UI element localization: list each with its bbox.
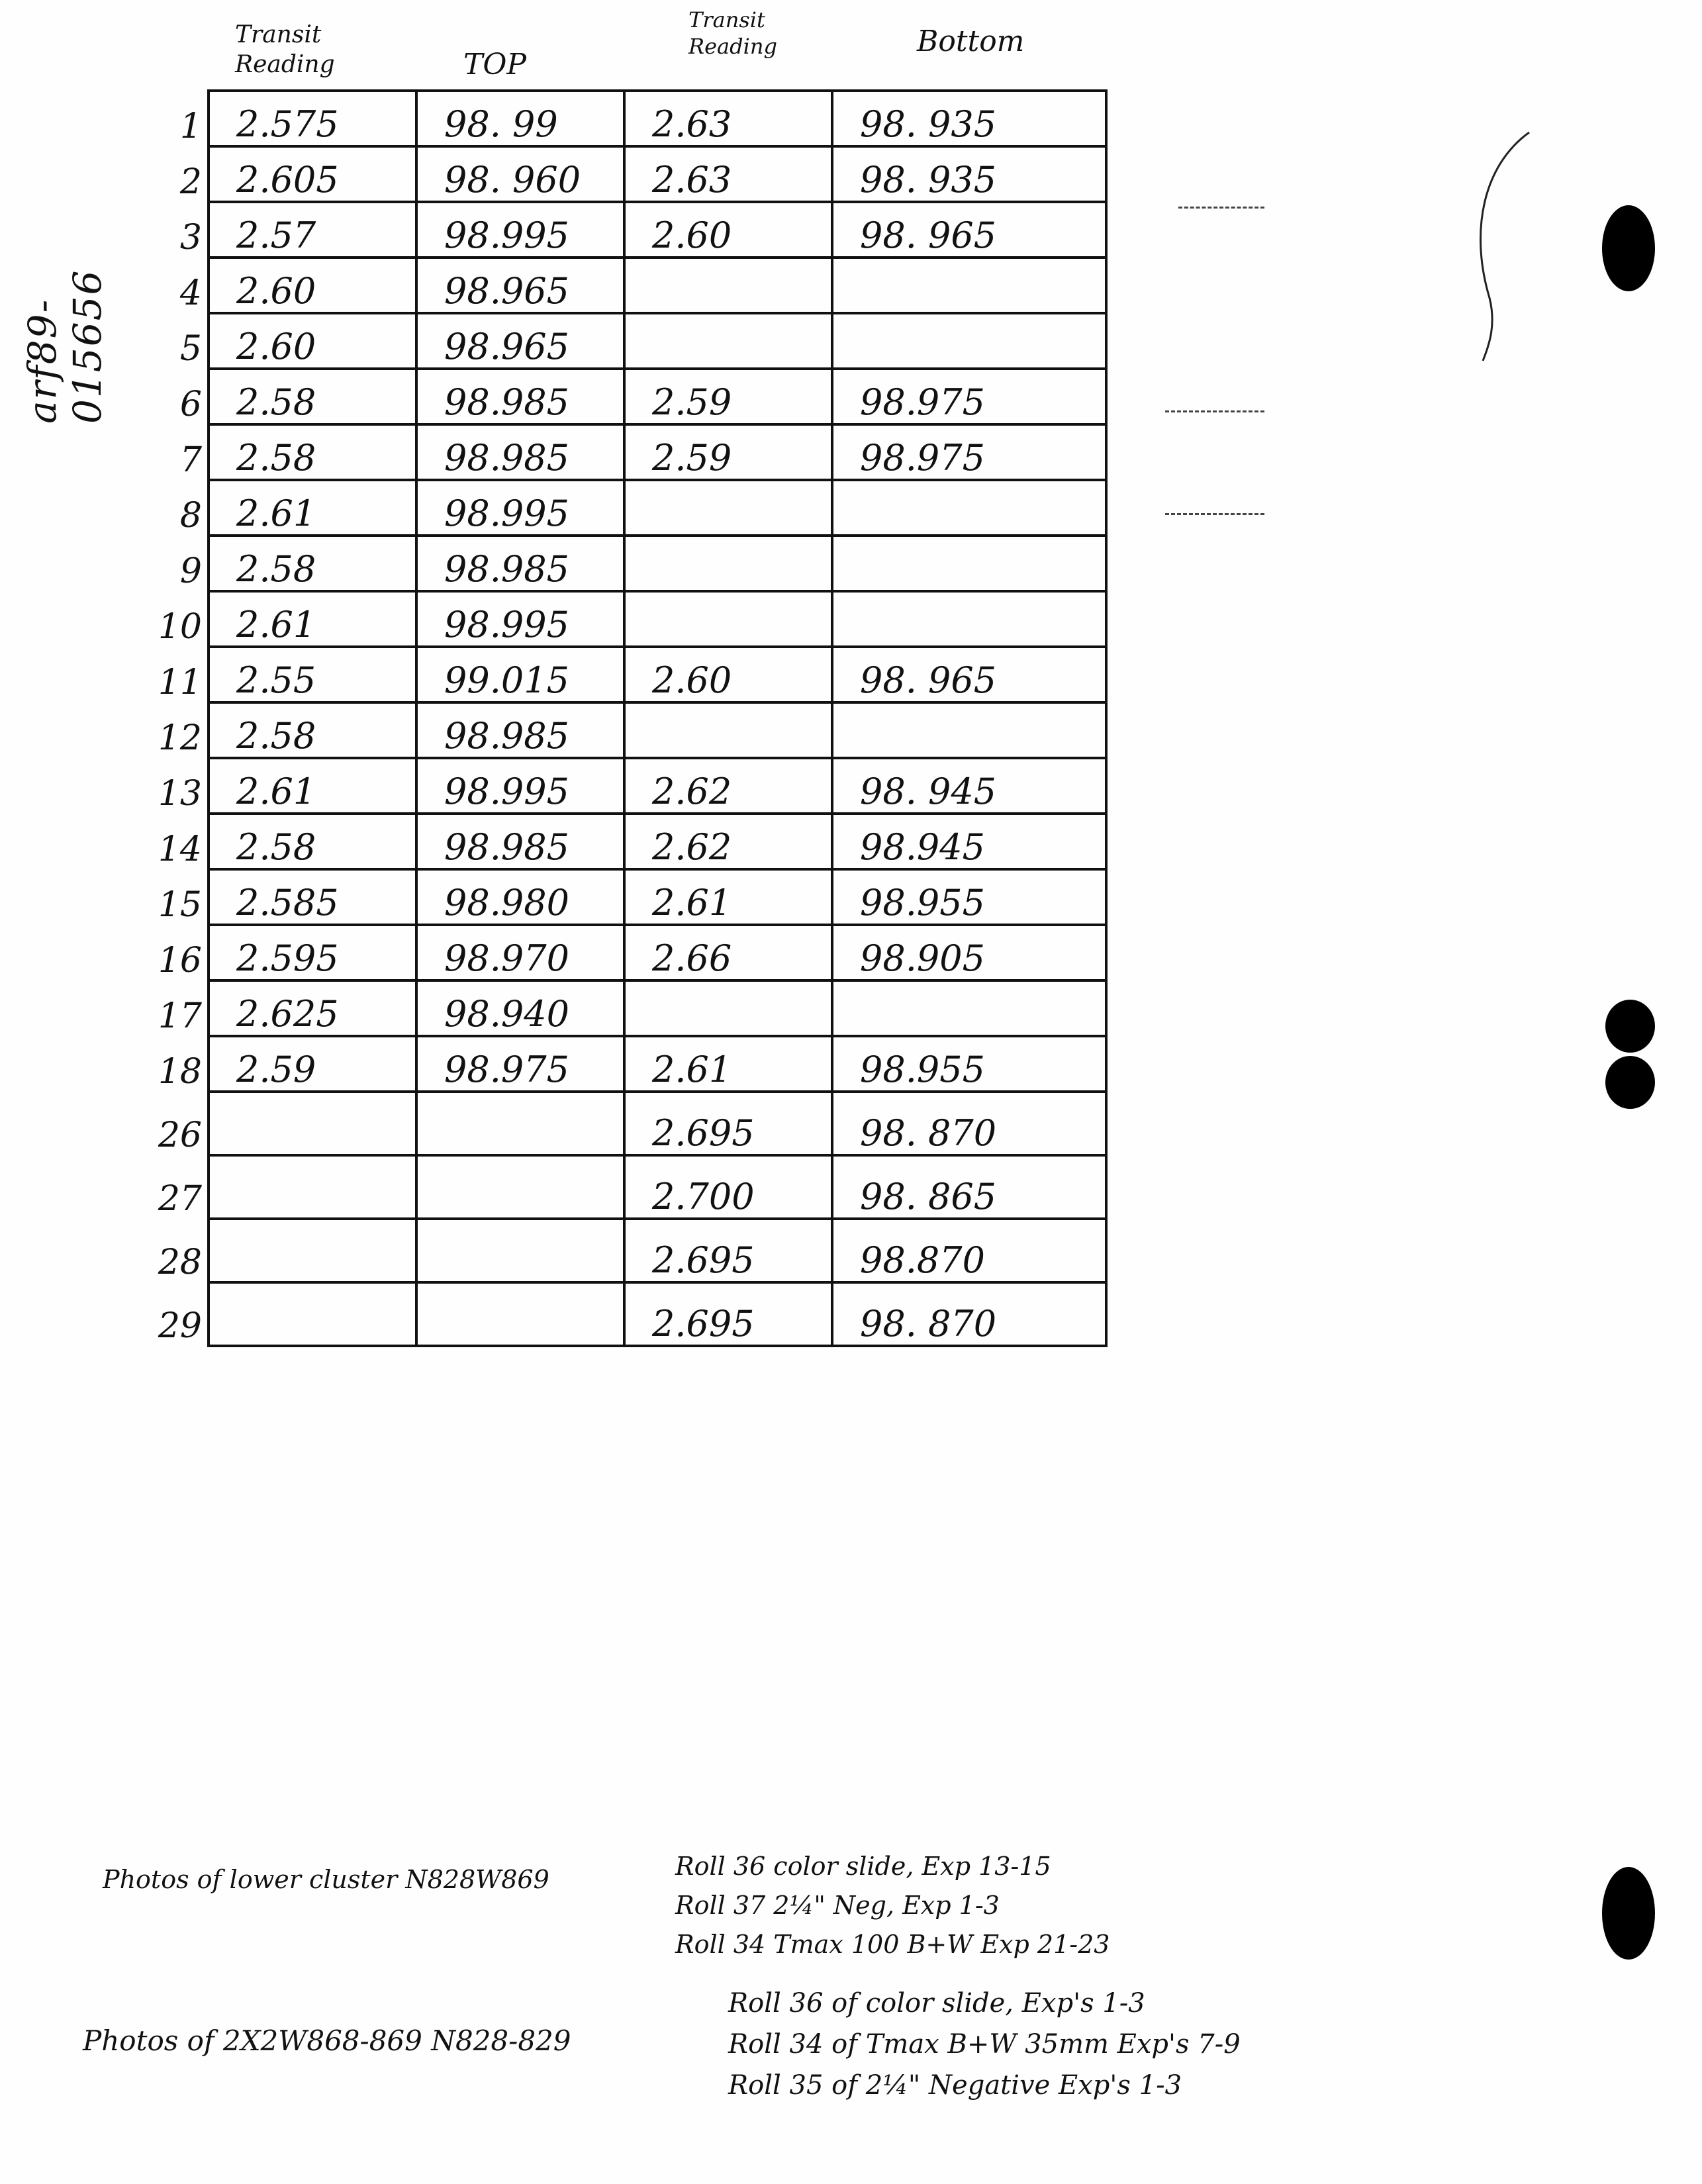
top-value-cell: 98.965 xyxy=(416,258,624,313)
transit-reading-top-cell: 2.60 xyxy=(209,258,416,313)
table-row xyxy=(149,758,1106,814)
bottom-value-cell: 98.870 xyxy=(832,1219,1106,1282)
transit-reading-bottom-cell xyxy=(624,536,832,591)
transit-reading-bottom-cell: 2.63 xyxy=(624,146,832,202)
lower-cluster-label: Photos of lower cluster N828W869 xyxy=(103,1865,549,1894)
bottom-value-cell: 98. 870 xyxy=(832,1282,1106,1346)
transit-reading-bottom-cell xyxy=(624,702,832,758)
margin-dash xyxy=(1165,410,1264,412)
transit-reading-top-cell: 2.58 xyxy=(209,536,416,591)
top-value-cell xyxy=(416,1092,624,1155)
transit-reading-top-cell xyxy=(209,1282,416,1346)
top-value-cell: 98.995 xyxy=(416,758,624,814)
row-number: 28 xyxy=(149,1219,209,1282)
top-value-cell: 98.995 xyxy=(416,202,624,258)
transit-reading-bottom-cell: 2.59 xyxy=(624,424,832,480)
transit-reading-bottom-cell: 2.61 xyxy=(624,1036,832,1092)
margin-dash xyxy=(1165,513,1264,515)
transit-reading-top-cell: 2.585 xyxy=(209,869,416,925)
transit-reading-bottom-cell: 2.61 xyxy=(624,869,832,925)
grid-photos-rolls xyxy=(728,1983,1241,2106)
transit-reading-bottom-cell xyxy=(624,980,832,1036)
transit-reading-top-cell: 2.58 xyxy=(209,814,416,869)
transit-reading-top-cell: 2.59 xyxy=(209,1036,416,1092)
top-value-cell: 98.985 xyxy=(416,814,624,869)
row-number: 7 xyxy=(149,424,209,480)
row-number: 1 xyxy=(149,91,209,146)
binder-hole xyxy=(1605,1000,1655,1053)
bottom-value-cell xyxy=(832,980,1106,1036)
lower-cluster-rolls xyxy=(675,1847,1110,1964)
row-number: 17 xyxy=(149,980,209,1036)
row-number: 5 xyxy=(149,313,209,369)
top-value-cell xyxy=(416,1155,624,1219)
transit-reading-top-cell: 2.595 xyxy=(209,925,416,980)
header-top: TOP xyxy=(463,48,527,81)
binder-hole xyxy=(1602,1867,1655,1960)
top-value-cell xyxy=(416,1219,624,1282)
table-row xyxy=(149,1036,1106,1092)
row-number: 14 xyxy=(149,814,209,869)
transit-reading-bottom-cell: 2.695 xyxy=(624,1092,832,1155)
bottom-value-cell: 98.905 xyxy=(832,925,1106,980)
bottom-value-cell xyxy=(832,313,1106,369)
row-number: 4 xyxy=(149,258,209,313)
row-number: 2 xyxy=(149,146,209,202)
transit-reading-top-cell: 2.61 xyxy=(209,758,416,814)
bottom-value-cell: 98.945 xyxy=(832,814,1106,869)
roll-line: Roll 37 2¼" Neg, Exp 1-3 xyxy=(675,1890,1000,1920)
table-row xyxy=(149,869,1106,925)
row-number: 13 xyxy=(149,758,209,814)
header-transit-reading-1: Transit Reading xyxy=(235,21,335,78)
transit-reading-bottom-cell: 2.63 xyxy=(624,91,832,146)
transit-reading-bottom-cell: 2.695 xyxy=(624,1219,832,1282)
row-number: 6 xyxy=(149,369,209,424)
table-row xyxy=(149,424,1106,480)
roll-line: Roll 35 of 2¼" Negative Exp's 1-3 xyxy=(728,2070,1182,2101)
table-row xyxy=(149,1155,1106,1219)
table-row xyxy=(149,647,1106,702)
transit-reading-top-cell: 2.605 xyxy=(209,146,416,202)
table-row xyxy=(149,536,1106,591)
transit-reading-bottom-cell: 2.66 xyxy=(624,925,832,980)
table-row xyxy=(149,91,1106,146)
binder-hole xyxy=(1602,205,1655,291)
top-value-cell: 98.995 xyxy=(416,480,624,536)
row-number: 18 xyxy=(149,1036,209,1092)
transit-reading-top-cell: 2.58 xyxy=(209,424,416,480)
header-bottom: Bottom xyxy=(917,24,1025,58)
row-number: 3 xyxy=(149,202,209,258)
transit-reading-top-cell: 2.60 xyxy=(209,313,416,369)
roll-line: Roll 36 of color slide, Exp's 1-3 xyxy=(728,1988,1145,2018)
table-row xyxy=(149,980,1106,1036)
bottom-value-cell: 98.975 xyxy=(832,369,1106,424)
row-number: 12 xyxy=(149,702,209,758)
roll-line: Roll 36 color slide, Exp 13-15 xyxy=(675,1852,1051,1881)
bottom-value-cell xyxy=(832,480,1106,536)
transit-reading-top-cell: 2.61 xyxy=(209,591,416,647)
top-value-cell: 98.965 xyxy=(416,313,624,369)
table-row xyxy=(149,369,1106,424)
margin-curve xyxy=(1443,126,1536,364)
top-value-cell xyxy=(416,1282,624,1346)
top-value-cell: 98.980 xyxy=(416,869,624,925)
row-number: 26 xyxy=(149,1092,209,1155)
table-row xyxy=(149,925,1106,980)
transit-reading-bottom-cell: 2.59 xyxy=(624,369,832,424)
table-row xyxy=(149,480,1106,536)
transit-reading-bottom-cell xyxy=(624,591,832,647)
transit-reading-top-cell: 2.61 xyxy=(209,480,416,536)
top-value-cell: 98.940 xyxy=(416,980,624,1036)
top-value-cell: 98.975 xyxy=(416,1036,624,1092)
bottom-value-cell xyxy=(832,591,1106,647)
top-value-cell: 98.985 xyxy=(416,536,624,591)
row-number: 29 xyxy=(149,1282,209,1346)
transit-reading-top-cell: 2.55 xyxy=(209,647,416,702)
transit-reading-bottom-cell: 2.62 xyxy=(624,758,832,814)
row-number: 15 xyxy=(149,869,209,925)
bottom-value-cell: 98. 865 xyxy=(832,1155,1106,1219)
table-row xyxy=(149,1282,1106,1346)
bottom-value-cell xyxy=(832,258,1106,313)
header-transit-reading-2: Transit Reading xyxy=(688,7,777,59)
table-row xyxy=(149,591,1106,647)
row-number: 9 xyxy=(149,536,209,591)
row-number: 27 xyxy=(149,1155,209,1219)
document-id: arf89-015656 xyxy=(20,269,110,424)
table-row xyxy=(149,814,1106,869)
transit-reading-bottom-cell xyxy=(624,480,832,536)
row-number: 16 xyxy=(149,925,209,980)
transit-reading-bottom-cell xyxy=(624,313,832,369)
readings-table xyxy=(149,89,1108,1347)
bottom-value-cell: 98.975 xyxy=(832,424,1106,480)
top-value-cell: 98.985 xyxy=(416,369,624,424)
bottom-value-cell: 98. 870 xyxy=(832,1092,1106,1155)
bottom-value-cell xyxy=(832,702,1106,758)
margin-dash xyxy=(1178,207,1264,209)
transit-reading-top-cell: 2.575 xyxy=(209,91,416,146)
transit-reading-bottom-cell: 2.60 xyxy=(624,647,832,702)
table-row xyxy=(149,146,1106,202)
grid-photos-label: Photos of 2X2W868-869 N828-829 xyxy=(83,2024,571,2057)
bottom-value-cell: 98.955 xyxy=(832,1036,1106,1092)
transit-reading-top-cell xyxy=(209,1219,416,1282)
transit-reading-top-cell: 2.57 xyxy=(209,202,416,258)
transit-reading-top-cell xyxy=(209,1092,416,1155)
transit-reading-bottom-cell: 2.62 xyxy=(624,814,832,869)
transit-reading-bottom-cell: 2.695 xyxy=(624,1282,832,1346)
table-row xyxy=(149,702,1106,758)
binder-hole xyxy=(1605,1056,1655,1109)
bottom-value-cell: 98. 965 xyxy=(832,202,1106,258)
bottom-value-cell xyxy=(832,536,1106,591)
top-value-cell: 98. 99 xyxy=(416,91,624,146)
roll-line: Roll 34 Tmax 100 B+W Exp 21-23 xyxy=(675,1929,1110,1959)
transit-reading-top-cell xyxy=(209,1155,416,1219)
table-row xyxy=(149,258,1106,313)
roll-line: Roll 34 of Tmax B+W 35mm Exp's 7-9 xyxy=(728,2029,1241,2060)
top-value-cell: 98.970 xyxy=(416,925,624,980)
transit-reading-top-cell: 2.58 xyxy=(209,369,416,424)
bottom-value-cell: 98. 945 xyxy=(832,758,1106,814)
table-row xyxy=(149,202,1106,258)
row-number: 11 xyxy=(149,647,209,702)
bottom-value-cell: 98.955 xyxy=(832,869,1106,925)
row-number: 10 xyxy=(149,591,209,647)
top-value-cell: 98.985 xyxy=(416,702,624,758)
top-value-cell: 98. 960 xyxy=(416,146,624,202)
top-value-cell: 98.995 xyxy=(416,591,624,647)
table-row xyxy=(149,313,1106,369)
top-value-cell: 98.985 xyxy=(416,424,624,480)
transit-reading-top-cell: 2.625 xyxy=(209,980,416,1036)
bottom-value-cell: 98. 965 xyxy=(832,647,1106,702)
table-row xyxy=(149,1219,1106,1282)
table-row xyxy=(149,1092,1106,1155)
transit-reading-bottom-cell xyxy=(624,258,832,313)
row-number: 8 xyxy=(149,480,209,536)
bottom-value-cell: 98. 935 xyxy=(832,91,1106,146)
bottom-value-cell: 98. 935 xyxy=(832,146,1106,202)
transit-reading-bottom-cell: 2.700 xyxy=(624,1155,832,1219)
top-value-cell: 99.015 xyxy=(416,647,624,702)
transit-reading-bottom-cell: 2.60 xyxy=(624,202,832,258)
transit-reading-top-cell: 2.58 xyxy=(209,702,416,758)
